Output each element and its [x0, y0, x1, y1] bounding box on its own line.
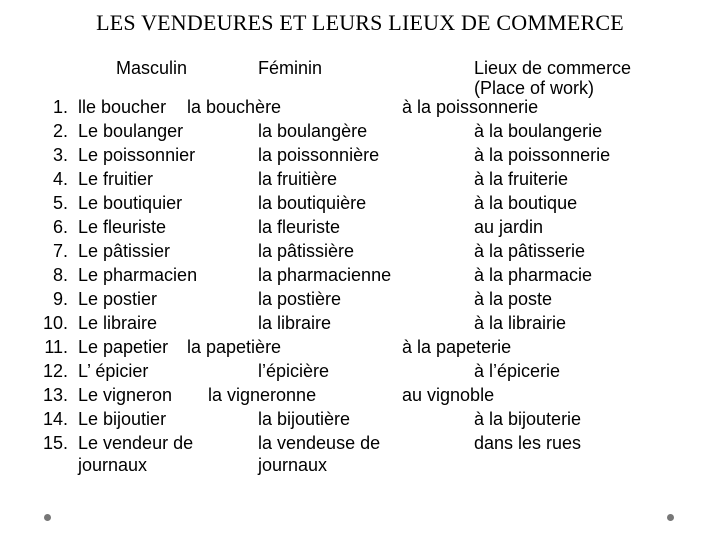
masculine-term: lle boucher	[78, 97, 167, 117]
place-term: à la boulangerie	[474, 121, 603, 141]
masculine-term: L’ épicier	[78, 361, 149, 381]
place-term: à l’épicerie	[474, 361, 561, 381]
feminine-term: la pâtissière	[258, 241, 355, 261]
item-number: 10.	[42, 313, 68, 333]
masculine-term: Le postier	[78, 289, 158, 309]
list-item	[0, 120, 720, 144]
place-term: à la librairie	[474, 313, 567, 333]
item-number: 7.	[52, 241, 68, 261]
masculine-term: Le vigneron	[78, 385, 173, 405]
feminine-term: la vendeuse de journaux	[258, 433, 381, 475]
list-item	[0, 336, 720, 360]
place-term: à la pâtisserie	[474, 241, 586, 261]
slide-title: LES VENDEURES ET LEURS LIEUX DE COMMERCE	[96, 10, 624, 35]
place-term: à la bijouterie	[474, 409, 582, 429]
header-place-en: (Place of work)	[474, 78, 595, 98]
feminine-term: la fruitière	[258, 169, 338, 189]
feminine-term: la fleuriste	[258, 217, 341, 237]
header-place	[474, 58, 694, 98]
list-item	[0, 192, 720, 216]
list-item	[0, 96, 720, 120]
masculine-term: Le bijoutier	[78, 409, 167, 429]
place-term: à la boutique	[474, 193, 578, 213]
list-item	[0, 240, 720, 264]
feminine-term: la bijoutière	[258, 409, 351, 429]
item-number: 11.	[44, 337, 68, 357]
masculine-term: Le fruitier	[78, 169, 154, 189]
masculine-term: Le poissonnier	[78, 145, 196, 165]
feminine-term: la vigneronne	[208, 385, 317, 405]
masculine-term: Le papetier	[78, 337, 169, 357]
bullet-dot-icon	[667, 514, 674, 521]
list-item	[0, 432, 720, 476]
list-item	[0, 312, 720, 336]
feminine-term: la papetière	[187, 337, 282, 357]
item-number: 6.	[52, 217, 68, 237]
masculine-term: Le pharmacien	[78, 265, 198, 285]
feminine-term: l’épicière	[258, 361, 330, 381]
place-term: à la fruiterie	[474, 169, 569, 189]
item-number: 1.	[52, 97, 68, 117]
item-number: 13.	[42, 385, 68, 405]
bullet-dot-icon	[44, 514, 51, 521]
item-number: 14.	[42, 409, 68, 429]
vocab-list	[0, 96, 720, 476]
item-number: 8.	[52, 265, 68, 285]
place-term: à la poissonnerie	[402, 97, 539, 117]
place-term: à la poissonnerie	[474, 145, 611, 165]
masculine-term: Le vendeur de journaux	[78, 433, 194, 475]
header-masculine: Masculin	[116, 58, 188, 78]
place-term: à la pharmacie	[474, 265, 593, 285]
header-feminine: Féminin	[258, 58, 323, 78]
item-number: 4.	[52, 169, 68, 189]
feminine-term: la postière	[258, 289, 342, 309]
place-term: au jardin	[474, 217, 544, 237]
item-number: 2.	[52, 121, 68, 141]
masculine-term: Le boutiquier	[78, 193, 183, 213]
list-item	[0, 216, 720, 240]
list-item	[0, 408, 720, 432]
item-number: 12.	[42, 361, 68, 381]
item-number: 3.	[52, 145, 68, 165]
place-term: au vignoble	[402, 385, 495, 405]
item-number: 9.	[52, 289, 68, 309]
list-item	[0, 264, 720, 288]
feminine-term: la pharmacienne	[258, 265, 392, 285]
feminine-term: la boutiquière	[258, 193, 367, 213]
list-item	[0, 360, 720, 384]
masculine-term: Le pâtissier	[78, 241, 171, 261]
masculine-term: Le libraire	[78, 313, 158, 333]
item-number: 15.	[42, 433, 68, 453]
header-place-fr: Lieux de commerce	[474, 58, 632, 78]
list-item	[0, 168, 720, 192]
item-number: 5.	[52, 193, 68, 213]
masculine-term: Le fleuriste	[78, 217, 167, 237]
feminine-term: la libraire	[258, 313, 332, 333]
list-item	[0, 288, 720, 312]
place-term: dans les rues	[474, 433, 582, 453]
feminine-term: la boulangère	[258, 121, 368, 141]
place-term: à la poste	[474, 289, 553, 309]
masculine-term: Le boulanger	[78, 121, 184, 141]
feminine-term: la poissonnière	[258, 145, 380, 165]
feminine-term: la bouchère	[187, 97, 282, 117]
place-term: à la papeterie	[402, 337, 512, 357]
list-item	[0, 384, 720, 408]
list-item	[0, 144, 720, 168]
